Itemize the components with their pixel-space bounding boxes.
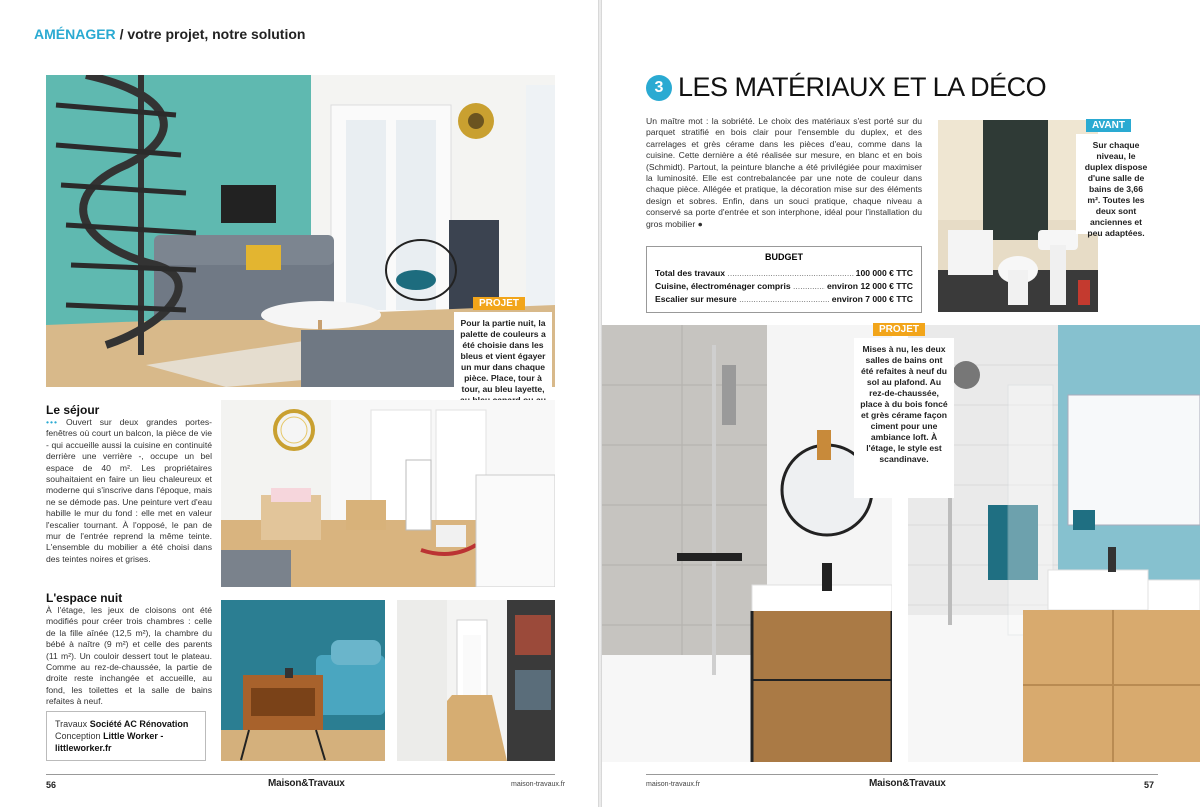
footer-line-left (46, 774, 555, 775)
budget-row-value: 100 000 € TTC (855, 268, 913, 278)
budget-row-label: Escalier sur mesure ..... (655, 293, 830, 306)
avant-caption: Sur chaque niveau, le duplex dispose d'une salle de bains de 3,66 m². Toutes les deux sont anciennes et peu adaptées. (1076, 134, 1156, 234)
kids-room-photo (221, 400, 555, 587)
budget-row-label: Cuisine, électroménager compris ..... (655, 280, 825, 293)
nuit-text: À l'étage, les jeux de cloisons ont été modifiés pour créer trois chambres : celle de la fille aînée (12,5 m²), la chambre du bébé à naître (9 m²) et celle des parents (11 m²). Un couloir dessert tout le plateau. Comme au rez-de-chaussée, la partie de droite reste inchangée et accueille, au fond, les toilettes et la salle de bains refaites à neuf. (46, 605, 212, 707)
sejour-title: Le séjour (46, 403, 100, 417)
materials-intro: Un maître mot : la sobriété. Le choix des matériaux s'est porté sur du parquet stratifié en bois clair pour l'ensemble du duplex, et des carrelages et grès cérame dans les pièces d'eau, comme dans la cuisine. Cette dernière a été réalisée sur mesure, en blanc et en bois (Schmidt). Partout, la peinture blanche a été privilégiée pour maximiser la luminosité. Elle est contrebalancée par une note de couleur dans chaque pièce. Allégée et pratique, la décoration mise sur des éléments design et sobres. Enfin, dans un souci pratique, chaque niveau a conservé sa porte d'entrée et son interphone, idéal pour l'installation du gros mobilier ● (646, 116, 922, 229)
nuit-title: L'espace nuit (46, 591, 123, 605)
budget-title: BUDGET (765, 252, 803, 262)
site-right: maison-travaux.fr (646, 781, 701, 788)
bathroom-loft-photo (602, 325, 892, 762)
avant-tag: AVANT (1086, 119, 1131, 132)
projet-caption-left: Pour la partie nuit, la palette de couleurs a été choisie dans les bleus et vient égayer un mur dans chaque pièce. Place, tour à tour, au bleu layette, (454, 312, 552, 454)
corridor-photo (397, 600, 555, 761)
sejour-body: Ouvert sur deux grandes portes-fenêtres où court un balcon, la pièce de vie - qui accueille aussi la cuisine en continuité derrière une verrière -, occupe un bel espace de 40 m². Les propriétaires souhaitaient en faire un lieu chaleureux et moderne qui s'inscrive dans l'époque, mais ne se démode pas. Une peinture vert d'eau habille le mur du fond : elle met en valeur l'escalier tournant. À l'opposé, le pan de mur de l'entrée reprend la même teinte. L'ensemble du mobilier a été choisi dans des teintes noires et grises. (46, 417, 213, 564)
rubric-accent: AMÉNAGER (34, 26, 116, 42)
right-page (602, 0, 1200, 807)
brand-right: Maison&Travaux (869, 778, 946, 789)
section-heading (646, 72, 1046, 103)
credits-works-label: Travaux (55, 719, 88, 729)
sejour-dots: ••• (46, 417, 59, 427)
budget-row-label: Total des travaux ..... (655, 267, 854, 280)
rubric-text: / votre projet, notre solution (119, 26, 306, 42)
credits-design-value: Little Worker - (103, 731, 164, 741)
site-left: maison-travaux.fr (511, 781, 566, 788)
footer-line-right (646, 774, 1158, 775)
bedroom-photo (221, 600, 385, 761)
credits-design-label: Conception (55, 731, 101, 741)
credits-box (46, 711, 206, 761)
projet-caption-right: Mises à nu, les deux salles de bains ont été refaites à neuf du sol au plafond. Au rez-de-chaussée, place à du bois foncé et grès cérame façon ciment pour une ambiance loft. À l'étage, le style est scandinave. (854, 338, 954, 498)
section-title: LES MATÉRIAUX ET LA DÉCO (678, 72, 1047, 102)
rubric-header (34, 26, 305, 42)
budget-row (655, 280, 913, 293)
credits-works-value: Société AC Rénovation (89, 719, 189, 729)
credits-website: littleworker.fr (55, 743, 112, 753)
budget-row (655, 267, 913, 280)
credits-line-1 (55, 718, 197, 730)
budget-box (646, 246, 922, 313)
credits-line-2 (55, 730, 197, 742)
before-bathroom-photo (938, 120, 1098, 312)
projet-tag-right: PROJET (873, 323, 925, 336)
folio-left: 56 (46, 780, 57, 790)
budget-row (655, 293, 913, 306)
credits-line-3 (55, 742, 197, 754)
folio-right: 57 (1144, 780, 1155, 790)
projet-tag-left: PROJET (473, 297, 525, 310)
budget-row-value: environ 12 000 € TTC (827, 281, 913, 291)
section-number: 3 (646, 75, 672, 101)
left-page (0, 0, 598, 807)
brand-left: Maison&Travaux (268, 778, 345, 789)
budget-row-value: environ 7 000 € TTC (831, 294, 913, 304)
sejour-text (46, 417, 212, 565)
